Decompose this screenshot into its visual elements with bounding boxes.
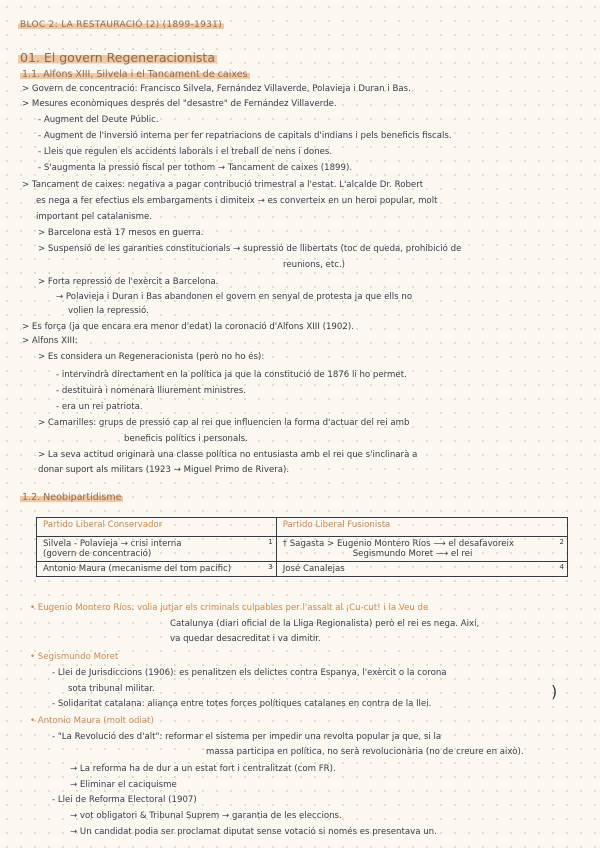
- text-line: > Forta repressió de l'exèrcit a Barcelona.: [38, 277, 219, 287]
- text-line: - intervindrà directament en la política ja que la constitució de 1876 li ho permet.: [56, 370, 407, 380]
- text-line: > Alfons XIII:: [22, 336, 78, 346]
- text-line: - S'augmenta la pressió fiscal per tothom → Tancament de caixes (1899).: [38, 163, 353, 173]
- text-line: > Suspensió de les garanties constitucionals → supressió de llibertats (toc de queda, prohibició de: [38, 244, 462, 254]
- note-line: - "La Revolució des d'alt": reformar el sistema per impedir una revolta popular ja que, si la: [52, 732, 442, 742]
- note-line: - Solidaritat catalana: aliança entre totes forces polítiques catalanes en contra de la llei.: [52, 699, 432, 709]
- text-line: > Es considera un Regeneracionista (però no ho és):: [38, 352, 265, 362]
- note-line: massa participa en política, no serà revolucionària (no de creure en això).: [206, 747, 524, 757]
- text-line: > Govern de concentració: Francisco Silvela, Fernández Villaverde, Polavieja i Duran i Bas.: [22, 84, 411, 94]
- text-line: important pel catalanisme.: [36, 212, 153, 222]
- text-line: > La seva actitud originarà una classe política no entusiasta amb el rei que s'inclinarà a: [38, 450, 418, 460]
- note-line: • Antonio Maura (molt odiat): [30, 716, 154, 726]
- cell-fusionista-1: † Sagasta > Eugenio Montero Ríos ⟶ el desafavoreix Segismundo Moret ⟶ el rei 2: [276, 537, 567, 562]
- text-line: - Augment de l'inversió interna per fer repatriacions de capitals d'indians i pels beneficis fiscals.: [38, 131, 452, 141]
- text-line: → Polavieja i Duran i Bas abandonen el govern en senyal de protesta ja que ells no: [56, 292, 413, 302]
- parties-table: [36, 517, 568, 577]
- note-line: → Un candidat podia ser proclamat diputat sense votació si només es presentava un.: [70, 827, 437, 837]
- text-line: > Barcelona està 17 mesos en guerra.: [38, 228, 204, 238]
- note-line: → Eliminar el caciquisme: [70, 780, 177, 790]
- text-line: donar suport als militars (1923 → Miguel Primo de Rivera).: [38, 465, 290, 475]
- cell-fusionista-2: José Canalejas 4: [276, 562, 567, 577]
- header-conservador: Partido Liberal Conservador: [37, 518, 277, 537]
- cell-conservador-1: Silvela - Polavieja → crisi interna (govern de concentració) 1: [37, 537, 277, 562]
- note-line: va quedar desacreditat i va dimitir.: [170, 634, 321, 644]
- text-line: - era un rei patriota.: [56, 402, 143, 412]
- page-header: [18, 20, 224, 30]
- bloc-title: BLOC 2: LA RESTAURACIÓ (2) (1899-1931): [20, 20, 223, 30]
- subsection-title-2: 1.2. Neobipartidisme: [22, 492, 122, 503]
- note-line: - Llei de Reforma Electoral (1907): [52, 795, 197, 805]
- text-line: > Es força (ja que encara era menor d'edat) la coronació d'Alfons XIII (1902).: [22, 322, 354, 332]
- note-line: - Llei de Jurisdiccions (1906): es penalitzen els delictes contra Espanya, l'exèrcit o la corona: [52, 668, 447, 678]
- text-line: - Augment del Deute Públic.: [38, 115, 159, 125]
- text-line: > Tancament de caixes: negativa a pagar contribució trimestral a l'estat. L'alcalde Dr. Robert: [22, 180, 424, 190]
- subsection-title-1: 1.1. Alfons XIII, Silvela i el Tancament de caixes: [22, 69, 248, 80]
- section-title: 01. El govern Regeneracionista: [20, 50, 215, 65]
- note-line: • Eugenio Montero Ríos: volia jutjar els criminals culpables per l'assalt al ¡Cu-cut! i la Veu de: [30, 603, 429, 613]
- note-line: → vot obligatori & Tribunal Suprem → garantia de les eleccions.: [70, 811, 342, 821]
- text-line: volien la repressió.: [68, 306, 149, 316]
- text-line: - Lleis que regulen els accidents laborals i el treball de nens i dones.: [38, 147, 333, 157]
- brace-mark: ): [551, 682, 558, 701]
- note-line: sota tribunal militar.: [68, 684, 155, 694]
- note-line: Catalunya (diari oficial de la Lliga Regionalista) però el rei es nega. Així,: [170, 619, 480, 629]
- text-line: - destituirà i nomenarà lliurement ministres.: [56, 386, 246, 396]
- cell-conservador-2: Antonio Maura (mecanisme del tom pacífic) 3: [37, 562, 277, 577]
- text-line: > Mesures econòmiques després del "desastre" de Fernández Villaverde.: [22, 99, 337, 109]
- note-line: • Segismundo Moret: [30, 652, 119, 662]
- text-line: beneficis polítics i personals.: [124, 434, 248, 444]
- text-line: es nega a fer efectius els embargaments i dimiteix → es converteix en un heroi popular, molt: [36, 196, 438, 206]
- text-line: reunions, etc.): [283, 260, 346, 270]
- note-line: → La reforma ha de dur a un estat fort i centralitzat (com FR).: [70, 764, 336, 774]
- header-fusionista: Partido Liberal Fusionista: [276, 518, 567, 537]
- text-line: > Camarilles: grups de pressió cap al rei que influencien la forma d'actuar del rei amb: [38, 418, 410, 428]
